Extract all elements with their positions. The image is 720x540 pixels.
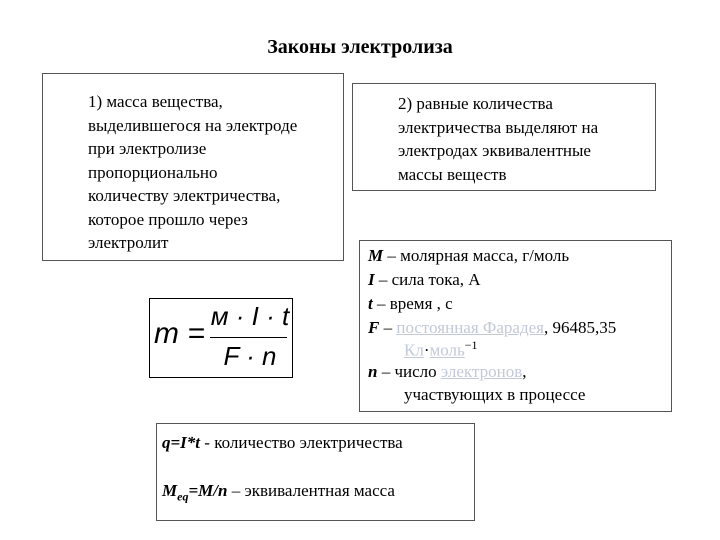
- law1-text: 1) масса вещества, выделившегося на электроде при электролизе пропорционально количеству электричества, которое прошло через электролит: [88, 92, 298, 252]
- faraday-formula: [149, 298, 293, 378]
- def-molar-mass: M – молярная масса, г/моль: [368, 246, 570, 265]
- electrons-link[interactable]: электронов: [440, 362, 523, 381]
- faraday-constant-link[interactable]: постоянная Фарадея: [396, 318, 544, 337]
- mol-link[interactable]: моль: [429, 340, 465, 360]
- charge-formula: q=I*t - количество электричества: [162, 433, 403, 452]
- law2-text: 2) равные количества электричества выделяют на электродах эквивалентные массы веществ: [398, 94, 599, 184]
- equivalent-mass-formula: $M_{eq}=M/n$ – эквивалентная масса: [162, 481, 395, 504]
- formula-lhs: m =: [154, 317, 205, 350]
- def-electrons-cont: участвующих в процессе: [404, 385, 586, 404]
- formula-numerator: м · I · t: [210, 301, 290, 331]
- def-current: I – сила тока, А: [368, 270, 481, 289]
- extra-box: [156, 423, 475, 521]
- law2-box: [352, 83, 656, 191]
- page-title: Законы электролиза: [267, 36, 453, 58]
- definitions-box: [359, 240, 672, 412]
- law1-box: [42, 73, 344, 261]
- formula-denominator: F · n: [223, 341, 277, 371]
- fraction-bar: [210, 337, 287, 338]
- def-faraday-unit: Кл·моль$^{-1}$: [404, 338, 478, 360]
- def-electrons: n – число электронов,: [368, 362, 527, 381]
- def-time: t – время , с: [368, 294, 453, 313]
- coulomb-link[interactable]: Кл: [404, 340, 424, 360]
- def-faraday: F – постоянная Фарадея, 96485,35: [368, 318, 617, 337]
